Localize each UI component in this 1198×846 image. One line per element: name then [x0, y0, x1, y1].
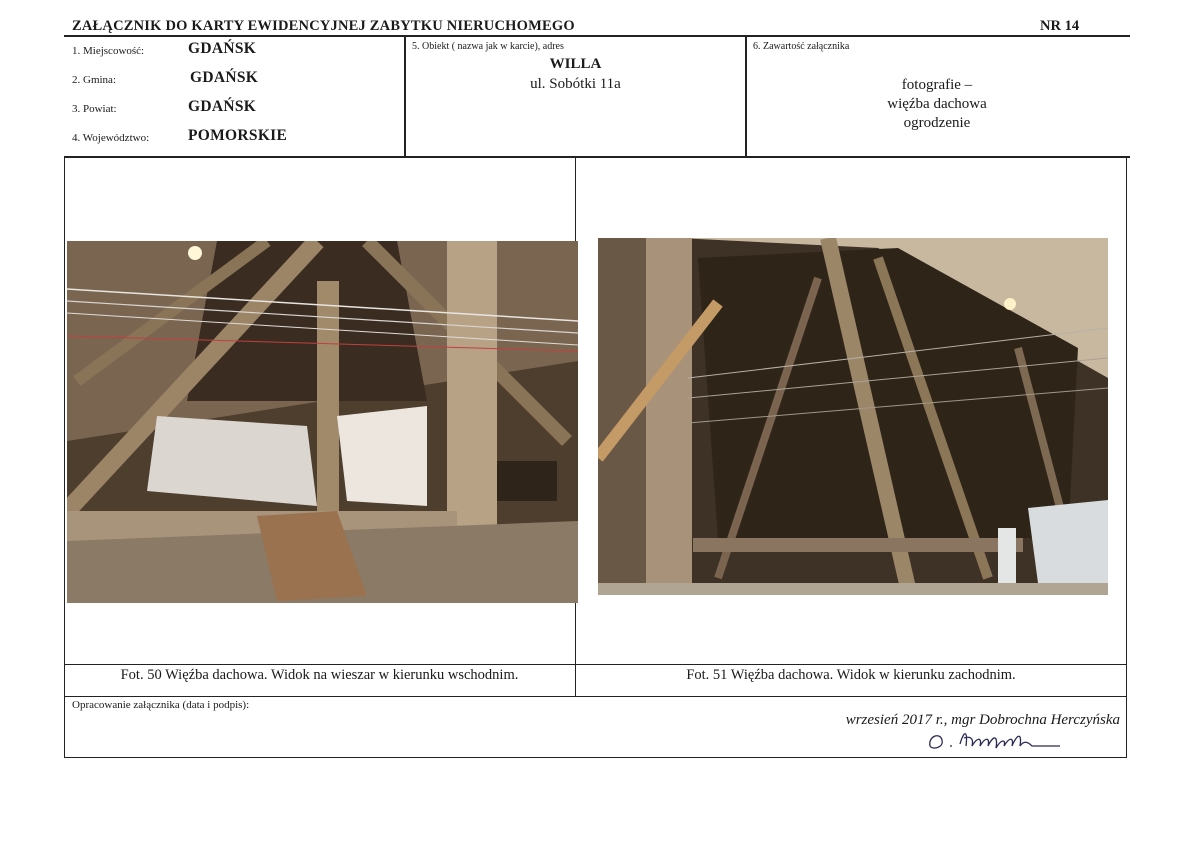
wojewodztwo-label: 4. Województwo:: [72, 132, 150, 144]
wojewodztwo-value: POMORSKIE: [188, 127, 288, 144]
divider: [404, 37, 406, 157]
attic-roof-truss-image-west: [598, 238, 1108, 595]
object-name: WILLA: [549, 56, 602, 72]
miejscowosc-label: 1. Miejscowość:: [72, 45, 145, 57]
contents-label: 6. Zawartość załącznika: [753, 41, 850, 52]
gmina-label: 2. Gmina:: [72, 74, 116, 86]
caption-bottom-rule: [64, 696, 1127, 697]
attic-roof-truss-image-east: [67, 241, 578, 603]
handwritten-signature: [920, 726, 1070, 754]
contents-line-3: ogrodzenie: [903, 115, 971, 131]
object-label: 5. Obiekt ( nazwa jak w karcie), adres: [412, 41, 564, 52]
object-address: ul. Sobótki 11a: [530, 76, 621, 92]
miejscowosc-value: GDAŃSK: [188, 40, 257, 57]
header-rule: [64, 35, 1130, 37]
document-title: ZAŁĄCZNIK DO KARTY EWIDENCYJNEJ ZABYTKU NIERUCHOMEGO: [72, 18, 575, 34]
footer-label: Opracowanie załącznika (data i podpis):: [72, 699, 250, 711]
powiat-label: 3. Powiat:: [72, 103, 117, 115]
section-rule: [64, 156, 1130, 158]
signature-scribble: [920, 726, 1070, 754]
photo-50: [67, 241, 578, 603]
frame-right: [1126, 158, 1127, 758]
caption-top-rule: [64, 664, 1127, 665]
photo-51-caption: Fot. 51 Więźba dachowa. Widok w kierunku zachodnim.: [686, 667, 1016, 683]
contents-line-2: więźba dachowa: [887, 96, 987, 112]
contents-line-1: fotografie –: [901, 77, 973, 93]
photo-50-caption: Fot. 50 Więźba dachowa. Widok na wieszar w kierunku wschodnim.: [120, 667, 519, 683]
frame-bottom: [64, 757, 1127, 758]
photo-51: [598, 238, 1108, 595]
powiat-value: GDAŃSK: [188, 98, 257, 115]
footer-author: wrzesień 2017 r., mgr Dobrochna Herczyńska: [845, 712, 1120, 728]
document-number: NR 14: [1040, 18, 1080, 34]
gmina-value: GDAŃSK: [190, 69, 259, 86]
